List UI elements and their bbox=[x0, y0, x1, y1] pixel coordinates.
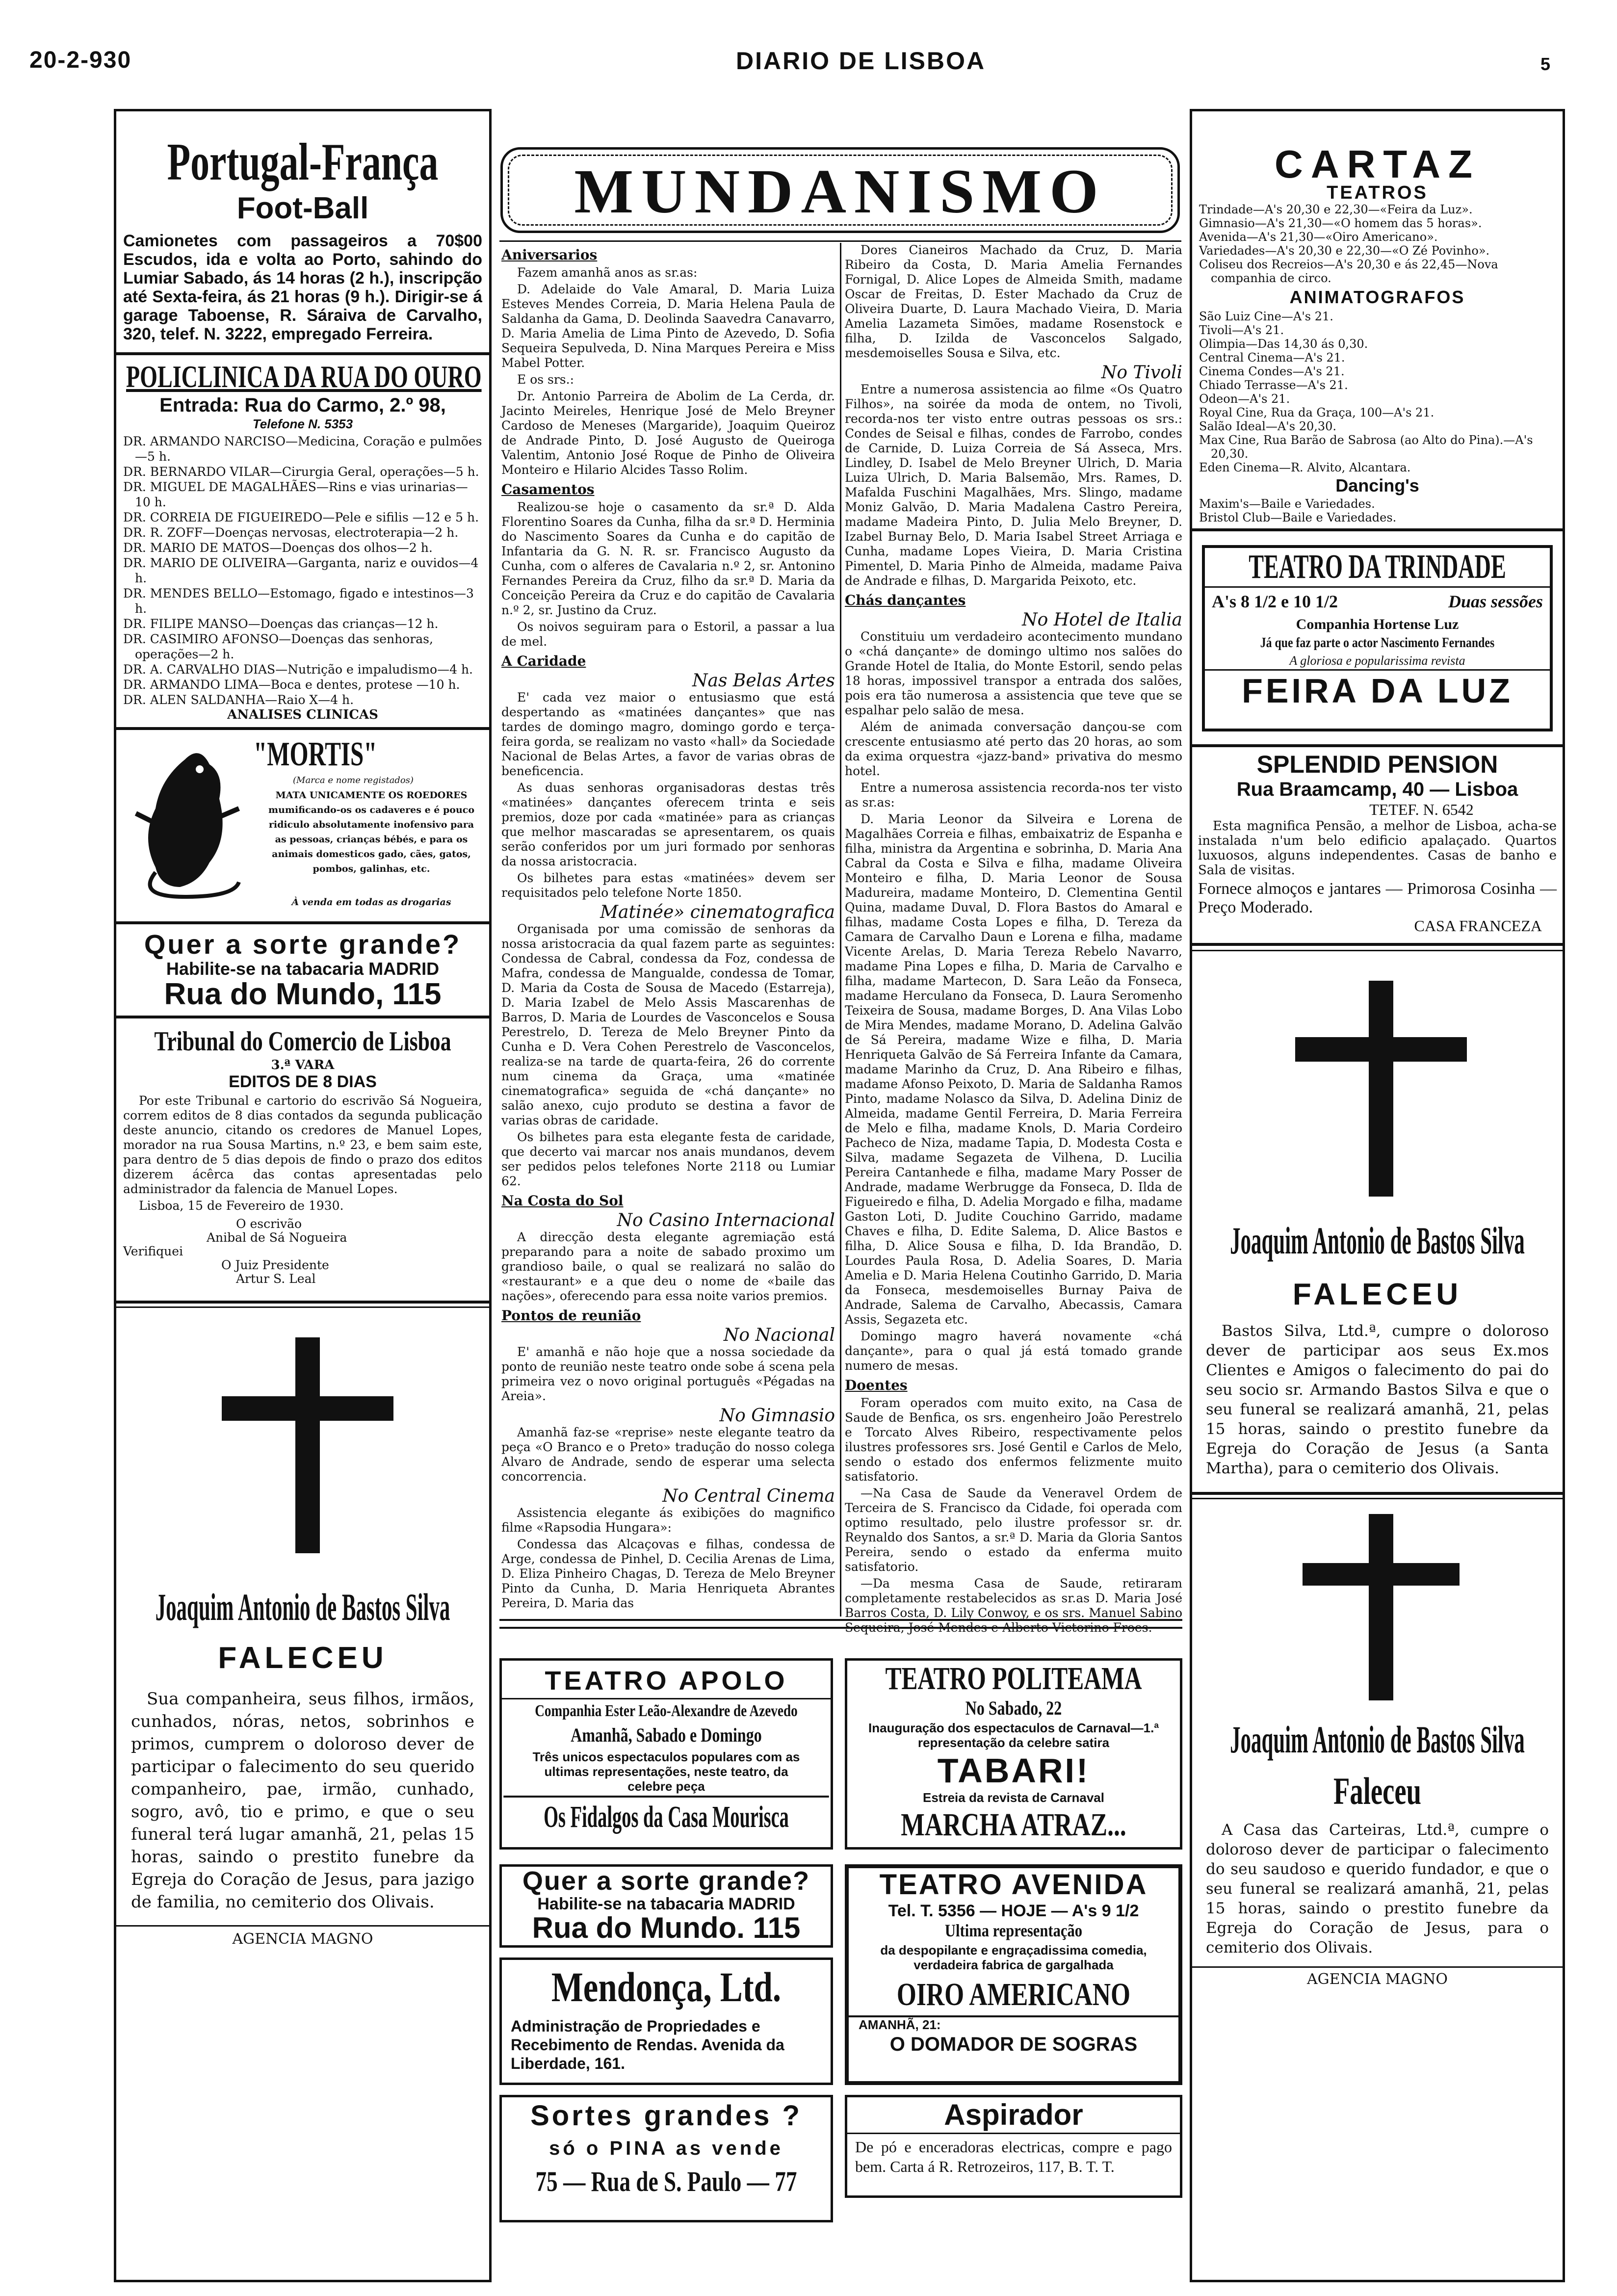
subsection-heading: No Nacional bbox=[723, 1325, 835, 1345]
paragraph: A direcção desta elegante agremiação está preparando para a noite de sabado proximo um grandioso baile, o qual se realizará no salão do «restaurant» e a que deu o nome de «baile das nações», oferecendo para essa noite varios premios. bbox=[501, 1230, 835, 1303]
tribunal-title: Tribunal do Comercio de Lisboa bbox=[154, 1026, 451, 1057]
doctor-entry: DR. MARIO DE OLIVEIRA—Garganta, nariz e ouvidos—4 h. bbox=[123, 556, 479, 585]
trindade-actor: Já que faz parte o actor Nascimento Fernandes bbox=[1260, 635, 1495, 651]
cinema-entry: Chiado Terrasse—A's 21. bbox=[1199, 378, 1348, 392]
paragraph: —Da mesma Casa de Saude, retiraram completamente restabelecidos as sr.as D. Maria José Barros Costa, D. Lily Conwoy, e os srs. Manuel Sabino Sequeira, José Mendes e Alberto Victorino Froes. bbox=[845, 1576, 1182, 1635]
paragraph: Entre a numerosa assistencia ao filme «Os Quatro Filhos», na soirée da moda de ontem, no Tivoli, recorda-nos ter visto entre outras pessoas os srs.: Condes de Seisal e filhas, condes de Farrobo, condes de Carnide, D. Luiza Correia de Sá Asseca, Mrs. Lindley, D. Isabel de Melo Breyner Ulrich, D. Maria Luiza Ulrich, D. Maria Balsemão, Mrs. Rames, D. Mafalda Fuschini Magalhães, Mrs. Slingo, madame Moniz Galvão, D. Maria Madalena Castro Pereira, madame Madeira Pinto, D. Julia Melo Breyner, D. Izabel Burnay Belo, D. Maria Isabel Street Arriaga e Cunha, madame Lopes Vieira, D. Maria Cristina Pimentel, D. Maria Pinho de Almeida, madame Paiva de Andrade e filhas, D. Margarida Peixoto, etc. bbox=[845, 382, 1182, 588]
paragraph: Os bilhetes para estas «matinées» devem ser requisitados pelo telefone Norte 1850. bbox=[501, 871, 835, 900]
paragraph: Os bilhetes para esta elegante festa de caridade, que decerto vai marcar nos anais mundanos, devem ser pedidos pelos telefones Norte 2118 ou Lumiar 62. bbox=[501, 1130, 835, 1188]
paragraph: Condessa das Alcaçovas e filhas, condessa de Arge, condessa de Pinhel, D. Cecilia Arenas de Lima, D. Eliza Pinheiro Chagas, D. Tereza de Melo Breyner Pinto da Cunha, D. Maria Henriqueta Abrantes Pereira, D. Maria das bbox=[501, 1537, 835, 1610]
dancing-entry: Bristol Club—Baile e Variedades. bbox=[1199, 511, 1397, 524]
obituary-agency: AGENCIA MAGNO bbox=[232, 1931, 373, 1948]
avenida-tel: Tel. T. 5356 — HOJE — A's 9 1/2 bbox=[888, 1902, 1139, 1920]
aspirador-ad bbox=[845, 2095, 1182, 2198]
section-heading: Chás dançantes bbox=[845, 592, 966, 608]
mundanismo-banner bbox=[500, 147, 1180, 233]
cartaz-title: CARTAZ bbox=[1275, 142, 1480, 186]
portugal-franca-title: Portugal-França bbox=[167, 133, 439, 191]
obituary2-agency: AGENCIA MAGNO bbox=[1307, 1971, 1448, 1988]
doctor-entry: DR. ARMANDO NARCISO—Medicina, Coração e pulmões—5 h. bbox=[123, 434, 482, 464]
apolo-company: Companhia Ester Leão-Alexandre de Azevedo bbox=[535, 1702, 798, 1720]
teatro-apolo-ad bbox=[499, 1658, 833, 1850]
portugal-franca-sub: Foot-Ball bbox=[236, 191, 369, 225]
subsection-heading: No Tivoli bbox=[1101, 363, 1182, 383]
section-heading: Aniversarios bbox=[501, 247, 598, 263]
theatre-entry: Avenida—A's 21,30—«Oiro Americano». bbox=[1199, 230, 1438, 244]
teatro-trindade-ad bbox=[1202, 545, 1553, 731]
doctor-entry: DR. BERNARDO VILAR—Cirurgia Geral, operações—5 h. bbox=[123, 465, 479, 479]
apolo-days: Amanhã, Sabado e Domingo bbox=[571, 1724, 762, 1746]
dancings-list bbox=[1192, 497, 1563, 524]
animatografos-title: ANIMATOGRAFOS bbox=[1289, 287, 1465, 307]
obituary2-faleceu: Faleceu bbox=[1333, 1770, 1421, 1812]
cinema-entry: Eden Cinema—R. Alvito, Alcantara. bbox=[1199, 461, 1411, 474]
sortes-sub: só o PINA as vende bbox=[549, 2138, 783, 2159]
cinema-entry: Cinema Condes—A's 21. bbox=[1199, 365, 1345, 378]
paragraph: Organisada por uma comissão de senhoras da nossa aristocracia da qual fazem parte as seguintes: Condessa de Cabral, condessa da Foz, condessa de Mafra, condessa de Mangualde, condessa de Tomar, D. Maria da Costa de Sousa de Macedo (Estarreja), D. Maria Izabel de Melo Assis Mascarenhas de Barros, D. Maria de Lourdes de Vasconcelos e Sousa Perestrelo, D. Tereza de Melo Breyner Pinto da Cunha e D. Vera Cohen Perestrelo de Vasconcelos, realiza-se na tarde de quarta-feira, 26 do corrente num cinema da Graça, uma «matinée cinematografica» seguida de «chá dançante» no salão anexo, cujo produto se destina a favor de varias obras de caridade. bbox=[501, 922, 835, 1127]
right-column bbox=[1190, 109, 1565, 2282]
politeama-play: TABARI! bbox=[937, 1751, 1090, 1790]
apolo-text: Três unicos espectaculos populares com as ultimas representações, neste teatro, da celebre peça bbox=[532, 1749, 800, 1794]
politeama-text: Inauguração dos espectaculos de Carnaval—1.ª representação da celebre satira bbox=[868, 1721, 1159, 1750]
paragraph: Os noivos seguiram para o Estoril, a passar a lua de mel. bbox=[501, 620, 835, 649]
paragraph: E' amanhã e não hoje que a nossa sociedade da ponto de reunião neste teatro onde sobe á scena pela primeira vez o novo original português «Pégadas na Areia». bbox=[501, 1345, 835, 1403]
theatre-entry: Variedades—A's 20,30 e 22,30—«O Zé Povinho». bbox=[1199, 244, 1490, 258]
teatro-politeama-ad bbox=[845, 1658, 1182, 1850]
trindade-play: FEIRA DA LUZ bbox=[1205, 669, 1550, 711]
sorte-mid-sub: Habilite-se na tabacaria MADRID bbox=[537, 1895, 795, 1913]
mendonca-ad bbox=[499, 1957, 833, 2085]
masthead: DIARIO DE LISBOA bbox=[736, 47, 986, 75]
mortis-title: "MORTIS" bbox=[254, 735, 377, 773]
policlinica-footer: ANALISES CLINICAS bbox=[227, 707, 378, 722]
paragraph: Realizou-se hoje o casamento da sr.ª D. Alda Florentino Soares da Cunha, filha da sr.ª D. Herminia do Nascimento Soares da Cunha e do capitão de Infantaria da G. N. R. sr. Francisco Augusto da Cunha, com o alferes de Cavalaria n.º 2, sr. Antonino Fernandes Pereira da Cruz, filho da sr.ª D. Maria da Conceição Pereira da Cruz e do capitão de Cavalaria n.º 2, sr. Justino da Cruz. bbox=[501, 500, 835, 617]
doctor-entry: DR. R. ZOFF—Doenças nervosas, electroterapia—2 h. bbox=[123, 525, 459, 540]
splendid-tel: TETEF. N. 6542 bbox=[1369, 801, 1474, 818]
paragraph: Fazem amanhã anos as sr.as: bbox=[517, 265, 698, 280]
apolo-play: Os Fidalgos da Casa Mourisca bbox=[503, 1796, 829, 1837]
mourning-cross-3 bbox=[1192, 1499, 1563, 1715]
portugal-franca-text: Camionetes com passageiros a 70$00 Escudos, ida e volta ao Porto, sahindo do Lumiar Sabado, ás 14 horas (2 h.), inscripção até Sexta-feira, ás 21 horas (9 h.). Dirigir-se á garage Taboense, R. Sáraiva de Carvalho, 320, telef. N. 3222, empregado Ferreira. bbox=[123, 232, 482, 343]
doctor-entry: DR. MIGUEL DE MAGALHÃES—Rins e vias urinarias—10 h. bbox=[123, 480, 468, 509]
mortis-registered: (Marca e nome registados) bbox=[293, 775, 414, 785]
cinema-entry: Salão Ideal—A's 20,30. bbox=[1199, 419, 1337, 433]
section-heading: Na Costa do Sol bbox=[501, 1193, 624, 1209]
theatre-entry: Trindade—A's 20,30 e 22,30—«Feira da Luz». bbox=[1199, 203, 1473, 216]
obituary1-faleceu: FALECEU bbox=[1292, 1278, 1462, 1311]
mundanismo-col-b bbox=[845, 243, 1182, 1635]
left-column bbox=[114, 109, 492, 2282]
paragraph: Domingo magro haverá novamente «chá dançante», para o qual já está tomado grande numero de mesas. bbox=[845, 1329, 1182, 1373]
cinema-entry: Olimpia—Das 14,30 ás 0,30. bbox=[1199, 337, 1368, 351]
avenida-play: OIRO AMERICANO bbox=[896, 1977, 1131, 2012]
tribunal-signatures: O escrivão Anibal de Sá Nogueira Verifiquei O Juiz Presidente Artur S. Leal bbox=[123, 1217, 347, 1286]
doctor-entry: DR. ALEN SALDANHA—Raio X—4 h. bbox=[123, 693, 354, 707]
paragraph: Amanhã faz-se «reprise» neste elegante teatro da peça «O Branco e o Preto» tradução do nosso colega Alvaro de Andrade, sendo de esperar uma selecta concorrencia. bbox=[501, 1425, 835, 1484]
obituary1-name: Joaquim Antonio de Bastos Silva bbox=[1230, 1219, 1525, 1262]
sorte-mid-addr: Rua do Mundo. 115 bbox=[532, 1911, 801, 1944]
obituary2-name: Joaquim Antonio de Bastos Silva bbox=[1230, 1718, 1525, 1761]
trindade-title: TEATRO DA TRINDADE bbox=[1249, 548, 1506, 586]
splendid-food: Fornece almoços e jantares — Primorosa Cosinha — Preço Moderado. bbox=[1198, 880, 1557, 916]
cinema-entry: Tivoli—A's 21. bbox=[1199, 323, 1284, 337]
sorte-mid-title: Quer a sorte grande? bbox=[522, 1866, 810, 1896]
policlinica-address: Entrada: Rua do Carmo, 2.º 98, bbox=[159, 394, 446, 416]
paragraph: E os srs.: bbox=[517, 372, 574, 387]
sortes-title: Sortes grandes ? bbox=[530, 2100, 802, 2132]
tribunal-editos: EDITOS DE 8 DIAS bbox=[229, 1072, 377, 1091]
subsection-heading: Matinée» cinematografica bbox=[600, 902, 835, 922]
paragraph: Constituiu um verdadeiro acontecimento mundano o «chá dançante» de domingo ultimo nos salões do Grande Hotel de Italia, do Monte Estoril, sendo pelas 18 horas, impossivel transpor a entrada dos salões, pois era tão numerosa a assistencia que teve que se espalhar pelo salão de mesa. bbox=[845, 629, 1182, 717]
splendid-pension-ad bbox=[1192, 747, 1563, 938]
apolo-title: TEATRO APOLO bbox=[545, 1666, 788, 1696]
teatro-avenida-ad bbox=[845, 1864, 1182, 2085]
avenida-text: da despopilante e engraçadissima comedia, verdadeira fabrica de gargalhada bbox=[880, 1943, 1147, 1972]
section-heading: Casamentos bbox=[501, 481, 595, 497]
sortes-grandes-ad bbox=[499, 2095, 833, 2222]
obituary1-text: Bastos Silva, Ltd.ª, cumpre o doloroso dever de participar aos seus Ex.mos Clientes e Amigos o falecimento do pai do seu socio sr. Armando Bastos Silva e que o seu funeral se realizará amanhã, 21, pelas 15 horas, saindo o prestito funebre da Egreja do Coração de Jesus (a Santa Martha), para o cemiterio dos Olivais. bbox=[1206, 1322, 1549, 1477]
trindade-company: Companhia Hortense Luz bbox=[1296, 616, 1459, 632]
section-heading: Pontos de reunião bbox=[501, 1307, 641, 1324]
paragraph: Foram operados com muito exito, na Casa de Saude de Benfica, os srs. engenheiro João Perestrelo e Torcato Alves Ribeiro, respectivamente pelos ilustres professores srs. José Gentil e Carlos de Melo, sendo o estado dos enfermos felizmente muito satisfatorio. bbox=[845, 1396, 1182, 1484]
mendonca-text: Administração de Propriedades e Recebimento de Rendas. Avenida da Liberdade, 161. bbox=[511, 2017, 784, 2072]
doctor-entry: DR. MARIO DE MATOS—Doenças dos olhos—2 h. bbox=[123, 541, 433, 555]
paragraph: E' cada vez maior o entusiasmo que está despertando as «matinées dançantes» que nas tardes de domingo magro, domingo gordo e terça-feira gorda, se realizam no vasto «hall» da Sociedade Nacional de Belas Artes, a favor de varias obras de beneficencia. bbox=[501, 690, 835, 778]
trindade-sessions: Duas sessões bbox=[1448, 592, 1543, 611]
sorte-grande-title: Quer a sorte grande? bbox=[144, 929, 462, 960]
dancing-entry: Maxim's—Baile e Variedades. bbox=[1199, 497, 1375, 511]
obituary-faleceu: FALECEU bbox=[218, 1641, 388, 1675]
mortis-text: MATA UNICAMENTE OS ROEDORES mumificando-os os cadaveres e é pouco ridiculo absolutamente inofensivo para as pessoas, crianças bébés, e para os animais domesticos gado, cães, gatos, pombos, galinhas, etc. bbox=[268, 790, 474, 874]
paragraph: Assistencia elegante ás exibições do magnifico filme «Rapsodia Hungara»: bbox=[501, 1506, 835, 1535]
policlinica-title: POLICLINICA DA RUA DO OURO bbox=[126, 359, 482, 394]
teatros-list bbox=[1192, 203, 1563, 285]
tribunal-text: Por este Tribunal e cartorio do escrivão Sá Nogueira, correm editos de 8 dias contados da segunda publicação deste anuncio, citando os credores de Manuel Lopes, morador na rua Sousa Martins, n.º 23, e bem saim este, para dentro de 5 dias depois de findo o prazo dos editos dizerem ácêrca das contas apresentadas pelo administrador da falencia de Manuel Lopes. Lisboa, 15 de Fevereiro de 1930. bbox=[123, 1094, 482, 1213]
splendid-signature: CASA FRANCEZA bbox=[1414, 917, 1542, 935]
politeama-play2: MARCHA ATRAZ... bbox=[901, 1807, 1126, 1843]
paragraph: D. Adelaide do Vale Amaral, D. Maria Luiza Esteves Mendes Correia, D. Maria Helena Paula de Saldanha da Gama, D. Deolinda Saavedra Canavarro, D. Maria Amelia de Lima Pinto de Azevedo, D. Sofia Sequeira Sepulveda, D. Nina Marques Pereira e Miss Mabel Potter. bbox=[501, 282, 835, 370]
splendid-addr: Rua Braamcamp, 40 — Lisboa bbox=[1236, 779, 1518, 800]
paragraph: Dores Cianeiros Machado da Cruz, D. Maria Ribeiro da Costa, D. Maria Amelia Fernandes Fornigal, D. Alice Lopes de Almeida Smith, madame Oscar de Freitas, D. Ester Machado da Cruz de Oliveira Duarte, D. Laura Machado Vieira, D. Maria Amelia Lazameta Simões, madame Rosenstock e filha, D. Izilda de Vasconcelos Salgado, mesdemoiselles Sousa e Silva, etc. bbox=[845, 243, 1182, 360]
aspirador-text: De pó e enceradoras electricas, compre e pago bem. Carta á R. Retrozeiros, 117, B. T. T. bbox=[855, 2138, 1172, 2175]
sortes-addr: 75 — Rua de S. Paulo — 77 bbox=[535, 2166, 797, 2197]
theatre-entry: Gimnasio—A's 21,30—«O homem das 5 horas». bbox=[1199, 216, 1482, 230]
politeama-revista: Estreia da revista de Carnaval bbox=[923, 1790, 1104, 1805]
mundanismo-col-a bbox=[501, 243, 835, 1617]
theatre-entry: Coliseu dos Recreios—A's 20,30 e ás 22,45—Nova companhia de circo. bbox=[1199, 258, 1498, 285]
paragraph: Além de animada conversação dançou-se com crescente entusiasmo até perto das 20 horas, ao som da exima orquestra «jazz-band» privativa do mesmo hotel. bbox=[845, 720, 1182, 778]
cinema-entry: Odeon—A's 21. bbox=[1199, 392, 1290, 406]
politeama-date: No Sabado, 22 bbox=[965, 1697, 1062, 1719]
trindade-time: A's 8 1/2 e 10 1/2 bbox=[1212, 592, 1338, 611]
splendid-text: Esta magnifica Pensão, a melhor de Lisboa, acha-se instalada n'um belo edificio apalaçado. Quartos luxuosos, alguns independentes. Casas de banho e Sala de visitas. bbox=[1198, 819, 1557, 878]
avenida-play2: O DOMADOR DE SOGRAS bbox=[889, 2034, 1138, 2055]
policlinica-list bbox=[116, 432, 489, 709]
page-number: 5 bbox=[1540, 54, 1551, 74]
subsection-heading: No Casino Internacional bbox=[617, 1210, 835, 1230]
cinema-entry: Max Cine, Rua Barão de Sabrosa (ao Alto do Pina).—A's 20,30. bbox=[1199, 433, 1533, 461]
animatografos-list bbox=[1192, 310, 1563, 474]
obituary-text: Sua companheira, seus filhos, irmãos, cunhados, nóras, netos, sobrinhos e primos, cumprem o doloroso dever de participar o falecimento do seu querido companheiro, pae, irmão, cunhado, sogro, avô, tio e primo, e que o seu funeral terá lugar amanhã, 21, pelas 15 horas, saindo o prestito funebre da Egreja do Coração de Jesus, para jazigo de familia, no cemiterio dos Olivais. bbox=[131, 1689, 474, 1912]
teatros-title: TEATROS bbox=[1327, 183, 1428, 203]
mundanismo-title: MUNDANISMO bbox=[574, 157, 1106, 226]
cinema-entry: São Luiz Cine—A's 21. bbox=[1199, 310, 1333, 323]
obituary-name: Joaquim Antonio de Bastos Silva bbox=[155, 1586, 450, 1628]
subsection-heading: No Gimnasio bbox=[719, 1406, 835, 1426]
subsection-heading: No Central Cinema bbox=[662, 1486, 835, 1506]
subsection-heading: No Hotel de Italia bbox=[1022, 610, 1182, 630]
avenida-tomorrow: AMANHÃ, 21: bbox=[849, 2015, 1178, 2033]
doctor-entry: DR. CASIMIRO AFONSO—Doenças das senhoras, operações—2 h. bbox=[123, 632, 433, 661]
policlinica-phone: Telefone N. 5353 bbox=[252, 417, 353, 431]
avenida-last: Ultima representação bbox=[944, 1921, 1083, 1940]
politeama-title: TEATRO POLITEAMA bbox=[885, 1661, 1142, 1696]
paragraph: Entre a numerosa assistencia recorda-nos ter visto as sr.as: bbox=[845, 781, 1182, 809]
doctor-entry: DR. ARMANDO LIMA—Boca e dentes, protese —10 h. bbox=[123, 678, 460, 692]
dancings-title: Dancing's bbox=[1335, 475, 1419, 496]
doctor-entry: DR. MENDES BELLO—Estomago, figado e intestinos—3 h. bbox=[123, 586, 474, 616]
doctor-entry: DR. CORREIA DE FIGUEIREDO—Pele e sifilis —12 e 5 h. bbox=[123, 510, 479, 524]
splendid-title: SPLENDID PENSION bbox=[1256, 751, 1498, 778]
mortis-ad bbox=[116, 730, 489, 921]
doctor-entry: DR. FILIPE MANSO—Doenças das crianças—12 h. bbox=[123, 617, 439, 631]
cinema-entry: Central Cinema—A's 21. bbox=[1199, 351, 1345, 365]
tribunal-vara: 3.ª VARA bbox=[271, 1058, 335, 1072]
paragraph: —Na Casa de Saude da Veneravel Ordem de Terceira de S. Francisco da Cidade, foi operada com optimo resultado, pelo ilustre professor sr. dr. Reynaldo dos Santos, a sr.ª D. Maria da Gloria Santos Pereira, sendo o estado da enferma muito satisfatorio. bbox=[845, 1486, 1182, 1574]
paragraph: As duas senhoras organisadoras destas três «matinées» dançantes oferecem trinta e seis premios, doze por cada «matinée» para as crianças que melhor mascaradas se apresentarem, os quais serão conferidos por um juri formado por senhoras da nossa aristocracia. bbox=[501, 781, 835, 868]
trindade-popular: A gloriosa e popularissima revista bbox=[1289, 653, 1465, 668]
paragraph: Dr. Antonio Parreira de Abolim de La Cerda, dr. Jacinto Meireles, Henrique José de Melo Breyner Cardoso de Meneses (Margaride), Joaquim Queiroz de Andrade Pinto, D. José Augusto de Queiroga Valentim, Antonio José Roque de Pinho de Oliveira Monteiro e Hilario Alcides Tasso Rolim. bbox=[501, 389, 835, 477]
mortis-sale: À venda em todas as drogarias bbox=[291, 897, 451, 908]
section-heading: Doentes bbox=[845, 1377, 908, 1393]
doctor-entry: DR. A. CARVALHO DIAS—Nutrição e impaludismo—4 h. bbox=[123, 662, 473, 677]
mourning-cross-1 bbox=[116, 1308, 489, 1583]
cinema-entry: Royal Cine, Rua da Graça, 100—A's 21. bbox=[1199, 406, 1434, 419]
sorte-grande-addr: Rua do Mundo, 115 bbox=[164, 977, 442, 1011]
sorte-grande-mid-ad bbox=[499, 1864, 833, 1948]
subsection-heading: Nas Belas Artes bbox=[692, 671, 835, 691]
section-heading: A Caridade bbox=[501, 653, 586, 669]
mendonca-title: Mendonça, Ltd. bbox=[551, 1963, 782, 2010]
avenida-title: TEATRO AVENIDA bbox=[879, 1869, 1148, 1901]
sorte-grande-sub: Habilite-se na tabacaria MADRID bbox=[166, 959, 440, 979]
obituary2-text: A Casa das Carteiras, Ltd.ª, cumpre o doloroso dever de participar o falecimento do seu saudoso e querido fundador, e que o seu funeral se realizará amanhã, 21, pelas 15 horas, saindo o prestito funebre da Egreja do Coração de Jesus, para o cemiterio dos Olivais. bbox=[1206, 1821, 1549, 1957]
rat-illustration bbox=[126, 740, 249, 907]
page-date: 20-2-930 bbox=[29, 47, 132, 73]
aspirador-title: Aspirador bbox=[847, 2097, 1180, 2134]
mourning-cross-2 bbox=[1192, 951, 1563, 1216]
paragraph: D. Maria Leonor da Silveira e Lorena de Magalhães Correia e filhas, embaixatriz de Espanha e filha, ministra da Argentina e sobrinha, D. Maria Ana Cabral da Costa e Silva e filha, madame Oliveira Monteiro e filha, D. Maria Leonor de Sousa Madureira, madame Monteiro, D. Clementina Gentil Quina, madame Duval, D. Flora Bastos do Amaral e filhas, madame Costa Lopes e filha, D. Tereza da Camara de Carvalho Daun e Lorena e filha, madame Vicente Arelas, D. Maria Tereza Rebelo Navarro, madame Pina Lopes e filha, D. Maria de Carvalho e filha, madame Martecon, D. Sara Leão da Fonseca, madame Herculano da Fonseca, D. Laura Seromenho Teixeira de Sousa, madame Borges, D. Ana Vilas Lobo de Mira Mendes, madame Morano, D. Adelina Galvão de Sá Pereira, madame Wize e filha, D. Maria Henriqueta Galvão de Sá Ferreira Infante da Camara, madame Marinho da Cruz, D. Ana Ribeiro e filhas, madame Afonso Peixoto, D. Maria de Saldanha Ramos Pinto, madame Nolasco da Silva, D. Adelina Diniz de Almeida, madame Gentil Ferreira, D. Maria Ferreira de Melo e filha, madame Knols, D. Maria Cordeiro Pacheco de Niza, madame Tapia, D. Modesta Costa e Silva, madame Segazeta de Vilhena, D. Lucilia Pereira Cantanhede e filha, madame Mary Posser de Andrade, madame Werbrugge da Fonseca, D. Ilda de Figueiredo e filha, D. Adelia Morgado e filha, madame Gaston Loti, D. Judite Couchino Garrido, madame Chaves e filha, D. Edite Salema, D. Alice Bastos e filha, D. Alice Sousa e filha, D. Ida Brandão, D. Lourdes Paula Rosa, D. Adelia Soares, D. Maria Amelia e D. Maria Helena Coutinho Garrido, D. Maria da Fonseca, mesdemoiselles Burnay Paiva de Andrade, Salema de Carvalho, Abecassis, Camara Assis, Segazeta etc. bbox=[845, 812, 1182, 1327]
